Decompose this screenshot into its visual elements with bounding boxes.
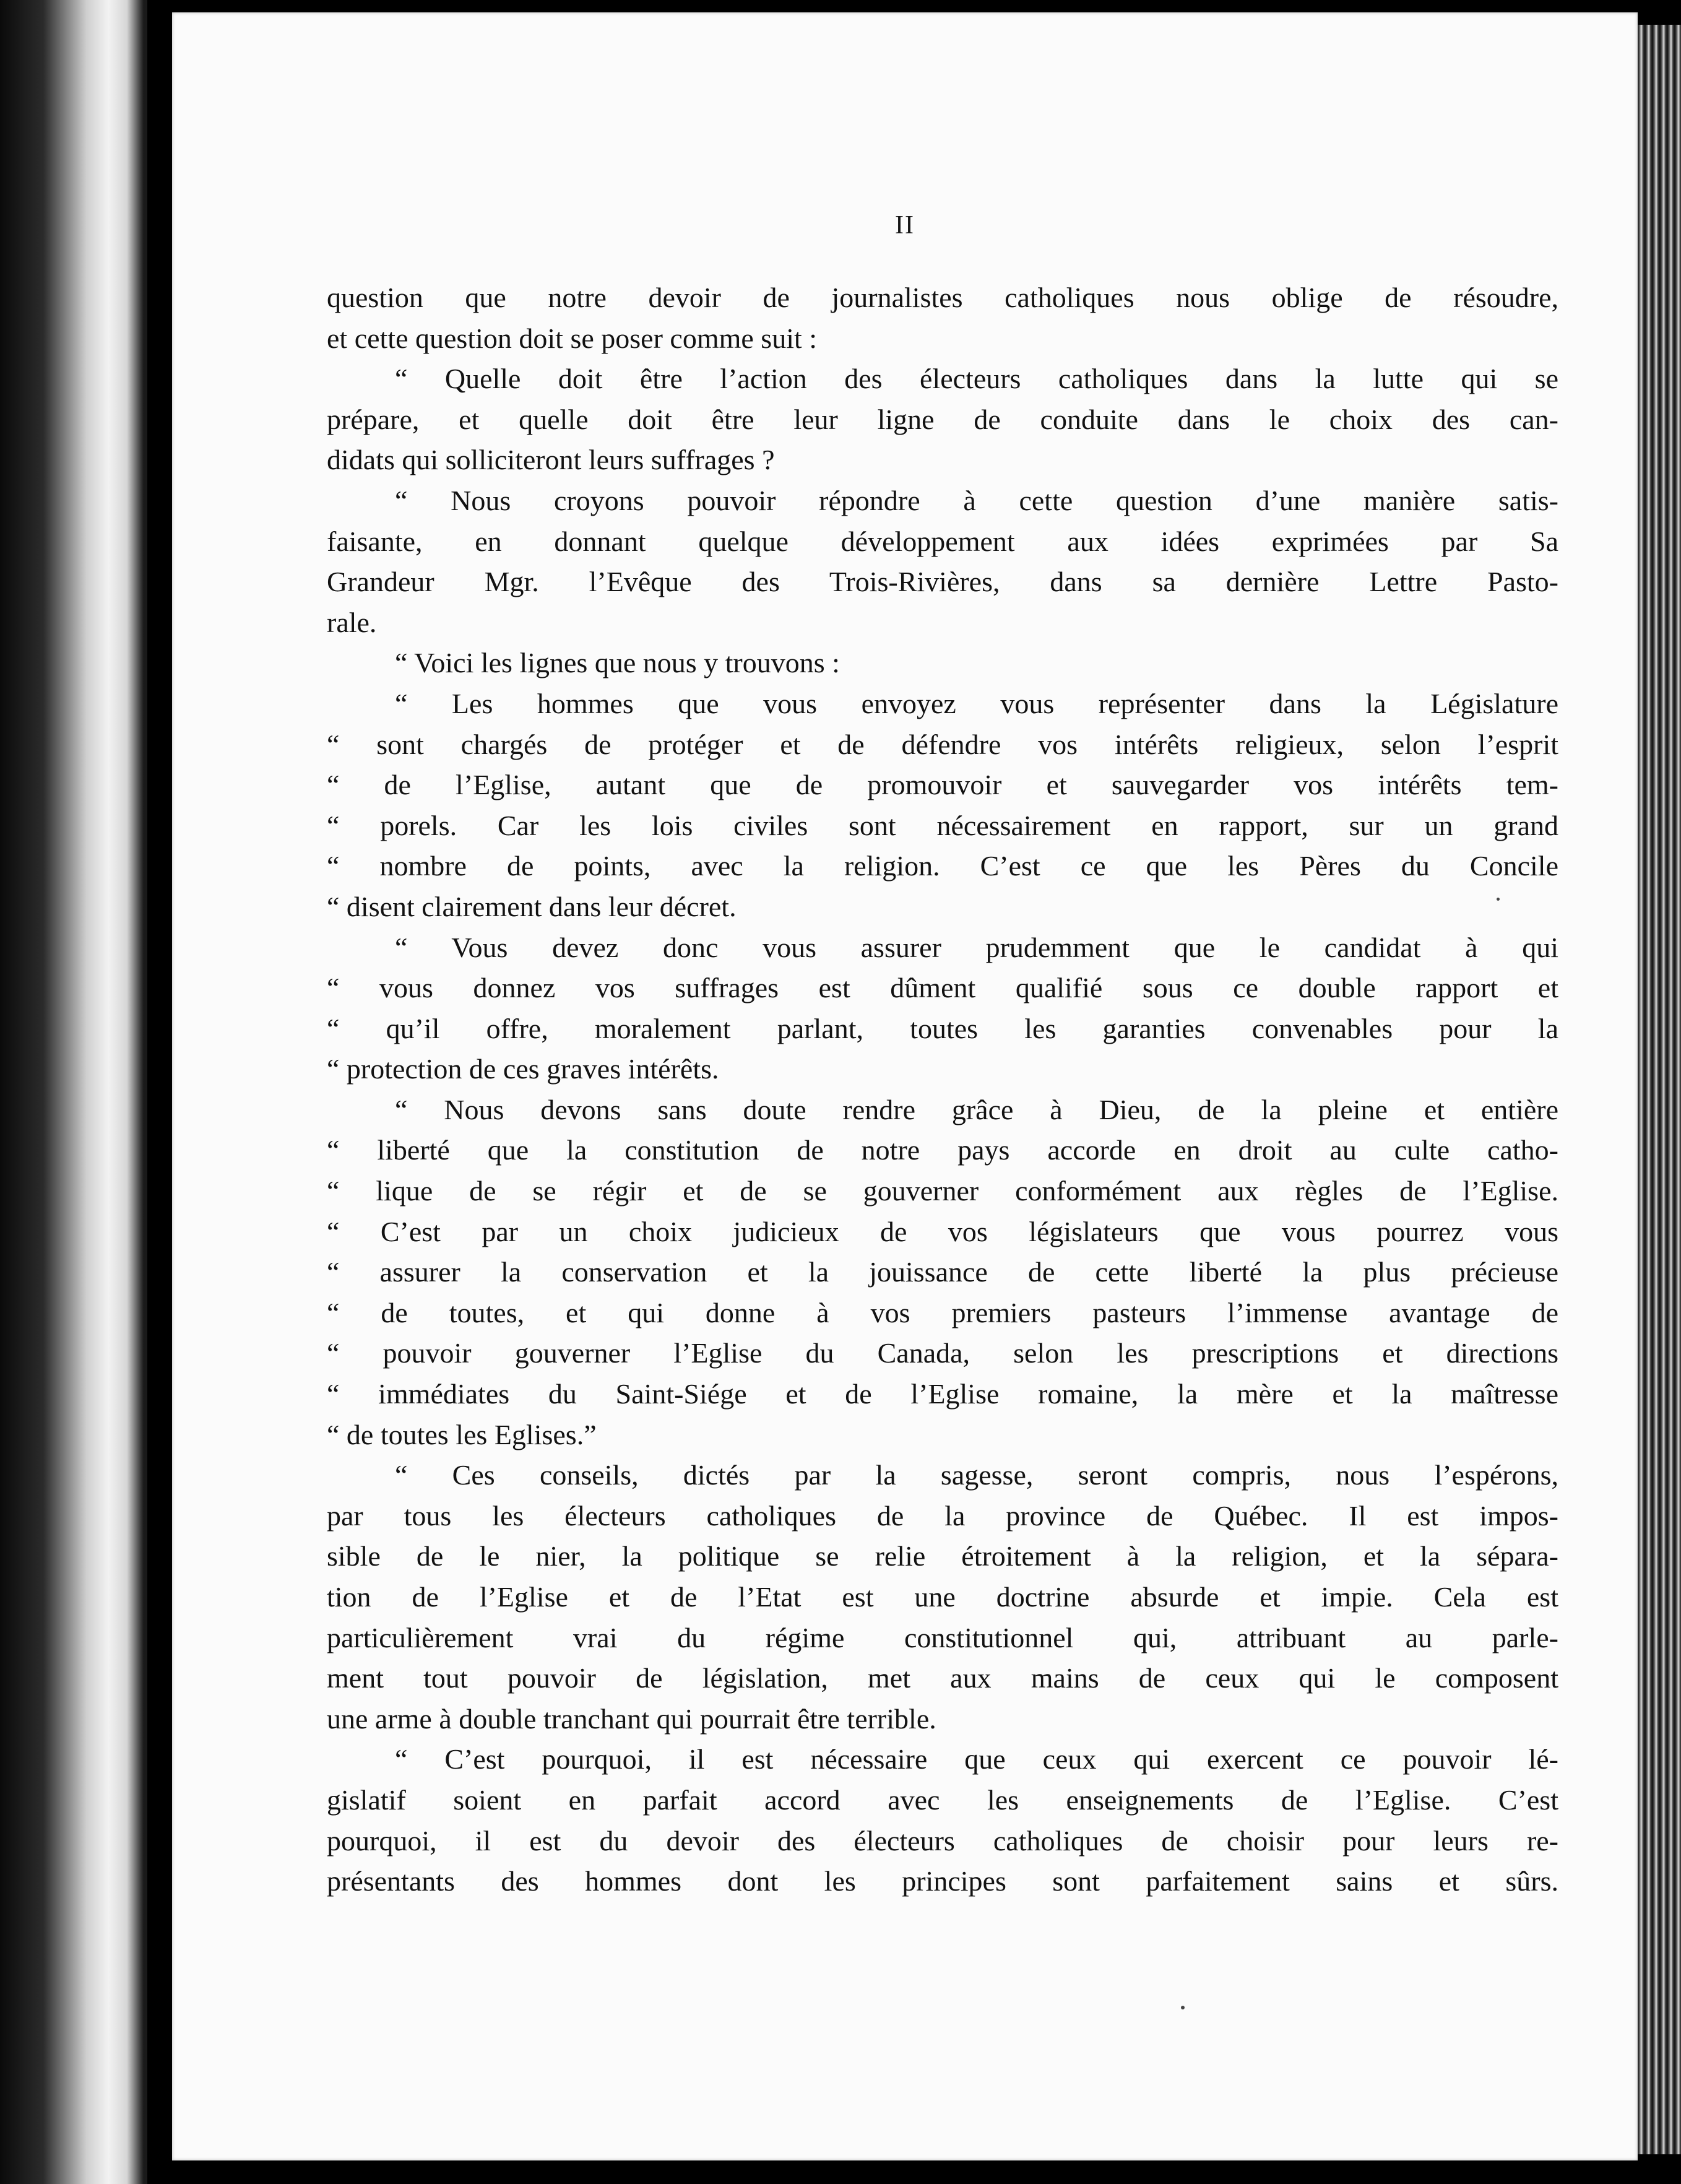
text-line: “ protection de ces graves intérêts. — [327, 1053, 719, 1085]
text-line: “ immédiates du Saint-Siége et de l’Eglise romaine, la mère et la maîtresse — [327, 1378, 1558, 1410]
text-line: “ Voici les lignes que nous y trouvons : — [395, 647, 840, 679]
text-line: pourquoi, il est du devoir des électeurs catholiques de choisir pour leurs re- — [327, 1824, 1558, 1857]
text-line: présentants des hommes dont les principes sont parfaitement sains et sûrs. — [327, 1865, 1558, 1897]
text-line: prépare, et quelle doit être leur ligne de conduite dans le choix des can- — [327, 403, 1558, 435]
dust-speck — [1497, 898, 1500, 901]
text-line: une arme à double tranchant qui pourrait être terrible. — [327, 1702, 936, 1735]
text-line: “ Nous croyons pouvoir répondre à cette question d’une manière satis- — [395, 484, 1558, 516]
text-line: “ nombre de points, avec la religion. C’est ce que les Pères du Concile — [327, 850, 1558, 882]
page-number: II — [895, 211, 915, 240]
text-line: “ de toutes, et qui donne à vos premiers pasteurs l’immense avantage de — [327, 1296, 1558, 1328]
text-line: “ sont chargés de protéger et de défendre vos intérêts religieux, selon l’esprit — [327, 728, 1558, 760]
text-line: et cette question doit se poser comme suit : — [327, 322, 818, 354]
text-line: particulièrement vrai du régime constitutionnel qui, attribuant au parle- — [327, 1621, 1558, 1653]
text-line: “ disent clairement dans leur décret. — [327, 890, 737, 922]
text-line: rale. — [327, 606, 377, 638]
text-line: Grandeur Mgr. l’Evêque des Trois-Rivières, dans sa dernière Lettre Pasto- — [327, 566, 1558, 598]
text-line: “ porels. Car les lois civiles sont nécessairement en rapport, sur un grand — [327, 809, 1558, 841]
text-line: “ de toutes les Eglises.” — [327, 1418, 597, 1450]
text-line: “ vous donnez vos suffrages est dûment qualifié sous ce double rapport et — [327, 972, 1558, 1004]
body-text — [327, 277, 1558, 1902]
text-line: didats qui solliciteront leurs suffrages ? — [327, 444, 775, 476]
text-line: gislatif soient en parfait accord avec les enseignements de l’Eglise. C’est — [327, 1783, 1558, 1816]
dust-speck — [1181, 2006, 1185, 2009]
text-line: “ qu’il offre, moralement parlant, toutes les garanties convenables pour la — [327, 1012, 1558, 1044]
text-line: “ Vous devez donc vous assurer prudemment que le candidat à qui — [395, 931, 1558, 963]
text-line: “ de l’Eglise, autant que de promouvoir et sauvegarder vos intérêts tem- — [327, 769, 1558, 801]
text-line: ment tout pouvoir de législation, met aux mains de ceux qui le composent — [327, 1662, 1558, 1694]
text-line: “ pouvoir gouverner l’Eglise du Canada, selon les prescriptions et directions — [327, 1337, 1558, 1369]
text-line: “ C’est par un choix judicieux de vos législateurs que vous pourrez vous — [327, 1215, 1558, 1247]
text-line: par tous les électeurs catholiques de la province de Québec. Il est impos- — [327, 1499, 1558, 1532]
text-line: “ Quelle doit être l’action des électeurs catholiques dans la lutte qui se — [395, 363, 1558, 395]
text-line: “ C’est pourquoi, il est nécessaire que ceux qui exercent ce pouvoir lé- — [395, 1743, 1558, 1775]
left-page-edge — [0, 0, 147, 2184]
text-line: “ Nous devons sans doute rendre grâce à Dieu, de la pleine et entière — [395, 1093, 1558, 1125]
text-line: “ Ces conseils, dictés par la sagesse, seront compris, nous l’espérons, — [395, 1459, 1558, 1491]
right-page-edge — [1638, 25, 1681, 2154]
text-line: question que notre devoir de journalistes catholiques nous oblige de résoudre, — [327, 282, 1558, 313]
text-line: “ assurer la conservation et la jouissance de cette liberté la plus précieuse — [327, 1256, 1558, 1288]
text-line: faisante, en donnant quelque développement aux idées exprimées par Sa — [327, 525, 1558, 557]
text-line: “ lique de se régir et de se gouverner conformément aux règles de l’Eglise. — [327, 1175, 1558, 1207]
book-page — [172, 12, 1638, 2160]
text-line: tion de l’Eglise et de l’Etat est une doctrine absurde et impie. Cela est — [327, 1581, 1558, 1613]
text-line: sible de le nier, la politique se relie étroitement à la religion, et la sépara- — [327, 1540, 1558, 1572]
text-line: “ liberté que la constitution de notre pays accorde en droit au culte catho- — [327, 1134, 1558, 1166]
text-line: “ Les hommes que vous envoyez vous représenter dans la Législature — [395, 687, 1558, 719]
